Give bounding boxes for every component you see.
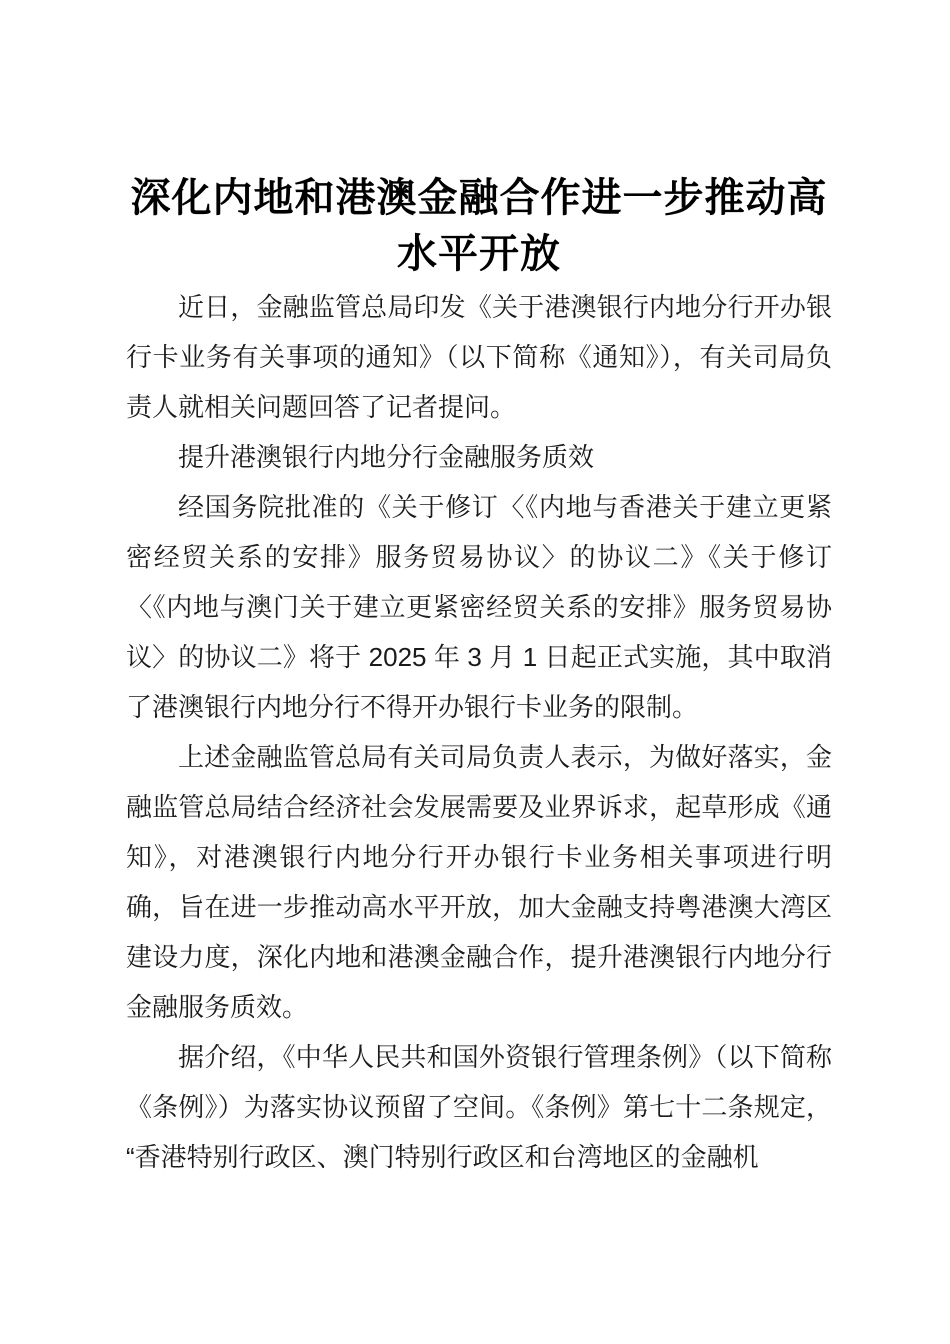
- paragraph-intro: 近日，金融监管总局印发《关于港澳银行内地分行开办银行卡业务有关事项的通知》（以下简称《通知》），有关司局负责人就相关问题回答了记者提问。: [126, 292, 832, 422]
- paragraph-subheading: 提升港澳银行内地分行金融服务质效: [178, 442, 595, 472]
- paragraph-agreement: 经国务院批准的《关于修订〈《内地与香港关于建立更紧密经贸关系的安排》服务贸易协议〉的协议二》《关于修订〈《内地与澳门关于建立更紧密经贸关系的安排》服务贸易协议〉的协议二》将于 2025 年 3 月 1 日起正式实施，其中取消了港澳银行内地分行不得开办银行卡业务的限制。: [126, 492, 832, 722]
- paragraph-regulation: 据介绍，《中华人民共和国外资银行管理条例》（以下简称《条例》）为落实协议预留了空间。《条例》第七十二条规定，“香港特别行政区、澳门特别行政区和台湾地区的金融机: [126, 1042, 832, 1172]
- document-title: 深化内地和港澳金融合作进一步推动高水平开放: [130, 175, 828, 276]
- paragraph-notice-purpose: 上述金融监管总局有关司局负责人表示，为做好落实，金融监管总局结合经济社会发展需要及业界诉求，起草形成《通知》，对港澳银行内地分行开办银行卡业务相关事项进行明确，旨在进一步推动高水平开放，加大金融支持粤港澳大湾区建设力度，深化内地和港澳金融合作，提升港澳银行内地分行金融服务质效。: [126, 742, 832, 1022]
